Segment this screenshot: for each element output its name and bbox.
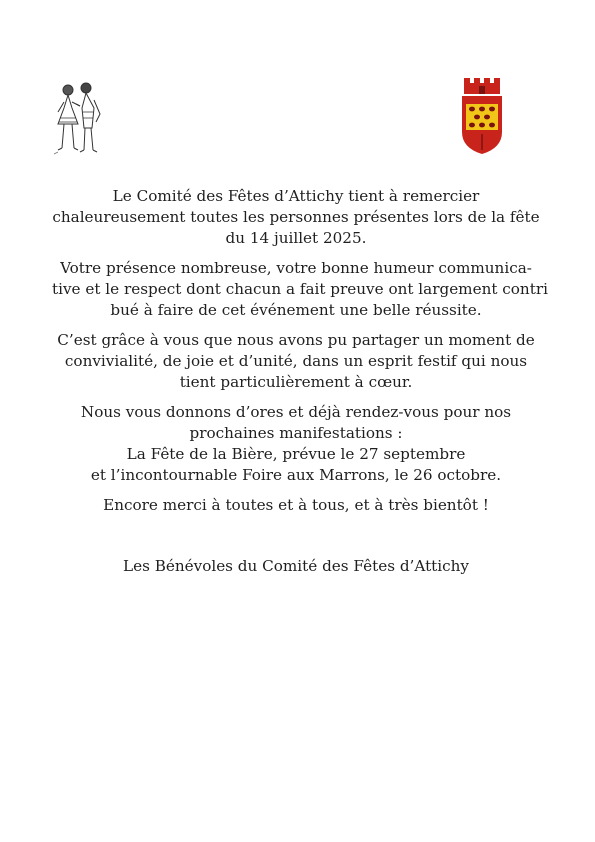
text-line: tient particulièrement à cœur. bbox=[179, 373, 413, 391]
thank-you-letter bbox=[52, 186, 548, 586]
text-line: C’est grâce à vous que nous avons pu partager un moment de bbox=[57, 331, 535, 349]
dancing-couple-drawing bbox=[50, 78, 106, 160]
text-line: chaleureusement toutes les personnes présentes lors de la fête bbox=[52, 208, 540, 226]
paragraph-presence bbox=[52, 258, 548, 321]
text-line: Nous vous donnons d’ores et déjà rendez-vous pour nos bbox=[80, 403, 512, 421]
paragraph-thanks bbox=[52, 186, 540, 249]
paragraph-closing bbox=[52, 495, 540, 516]
text-line: et l’incontournable Foire aux Marrons, le 26 octobre. bbox=[90, 466, 502, 484]
text-line: prochaines manifestations : bbox=[189, 424, 403, 442]
text-line: du 14 juillet 2025. bbox=[225, 229, 367, 247]
text-line: Votre présence nombreuse, votre bonne humeur communica- bbox=[60, 259, 532, 277]
text-line: Encore merci à toutes et à tous, et à très bientôt ! bbox=[103, 496, 489, 514]
text-line: tive et le respect dont chacun a fait preuve ont largement contri bbox=[52, 280, 548, 298]
text-line: convivialité, de joie et d’unité, dans un esprit festif qui nous bbox=[64, 352, 528, 370]
crest-shield bbox=[458, 74, 506, 156]
attichy-coat-of-arms bbox=[458, 74, 506, 156]
text-line: La Fête de la Bière, prévue le 27 septembre bbox=[126, 445, 466, 463]
text-line: bué à faire de cet événement une belle réussite. bbox=[110, 301, 482, 319]
paragraph-conviviality bbox=[52, 330, 540, 393]
signature: Les Bénévoles du Comité des Fêtes d’Attichy bbox=[123, 557, 469, 575]
dancing-couple-icon bbox=[50, 78, 106, 160]
paragraph-upcoming-events bbox=[52, 402, 540, 486]
text-line: Le Comité des Fêtes d’Attichy tient à remercier bbox=[112, 187, 480, 205]
